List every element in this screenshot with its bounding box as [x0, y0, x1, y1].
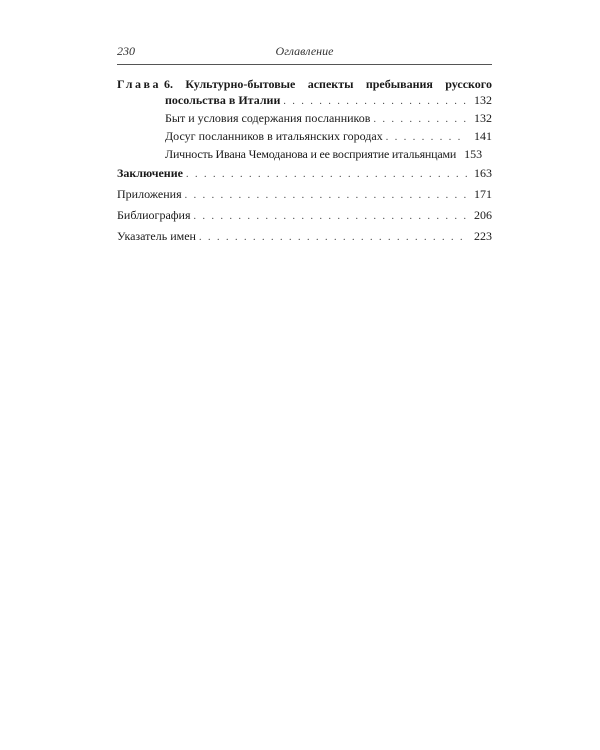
- chapter-title-word: Культурно-бытовые: [185, 77, 296, 91]
- toc-entry-title: Быт и условия содержания посланников: [165, 111, 371, 125]
- dot-leader: [199, 230, 467, 246]
- page-header: [117, 42, 492, 62]
- toc-entry-title: Библиография: [117, 208, 191, 222]
- chapter-title-word: пребывания: [365, 77, 433, 91]
- toc-entry: [117, 146, 492, 162]
- toc-entry-title: Указатель имен: [117, 229, 196, 243]
- toc-entry-appendices: [117, 186, 492, 204]
- dot-leader: [186, 167, 467, 183]
- chapter-6-title-line1: [117, 76, 492, 92]
- toc-entry-title: Досуг посланников в итальянских городах: [165, 129, 383, 143]
- running-title: Оглавление: [275, 44, 334, 58]
- chapter-number: 6.: [164, 77, 173, 91]
- toc-entry-title: Заключение: [117, 166, 183, 180]
- header-rule: [117, 64, 492, 65]
- table-of-contents: [117, 76, 492, 246]
- toc-entry-page: 153: [464, 147, 483, 161]
- toc-entry-page: 132: [474, 111, 492, 125]
- toc-entry-conclusion: [117, 165, 492, 183]
- toc-entry-bibliography: [117, 207, 492, 225]
- chapter-label: Глава: [117, 77, 161, 91]
- toc-entry-title: Личность Ивана Чемоданова и ее восприятие итальянцами: [165, 147, 457, 161]
- dot-leader: [373, 112, 467, 128]
- dot-leader: [386, 130, 467, 146]
- page-number: 230: [117, 44, 135, 58]
- toc-entry-page: 163: [474, 166, 492, 180]
- toc-entry-name-index: [117, 228, 492, 246]
- toc-entry: [117, 128, 492, 146]
- chapter-title-word: аспекты: [307, 77, 354, 91]
- chapter-6-title-line2: [117, 92, 492, 110]
- dot-leader: [185, 188, 467, 204]
- toc-entry-page: 223: [474, 229, 492, 243]
- dot-leader: [283, 94, 467, 110]
- toc-entry-page: 171: [474, 187, 492, 201]
- dot-leader: [194, 209, 468, 225]
- chapter-page: 132: [474, 93, 492, 107]
- toc-entry-page: 206: [474, 208, 492, 222]
- chapter-title-continued: посольства в Италии: [165, 93, 281, 107]
- toc-entry-title: Приложения: [117, 187, 182, 201]
- chapter-title-word: русского: [445, 77, 492, 91]
- toc-entry: [117, 110, 492, 128]
- toc-entry-page: 141: [474, 129, 492, 143]
